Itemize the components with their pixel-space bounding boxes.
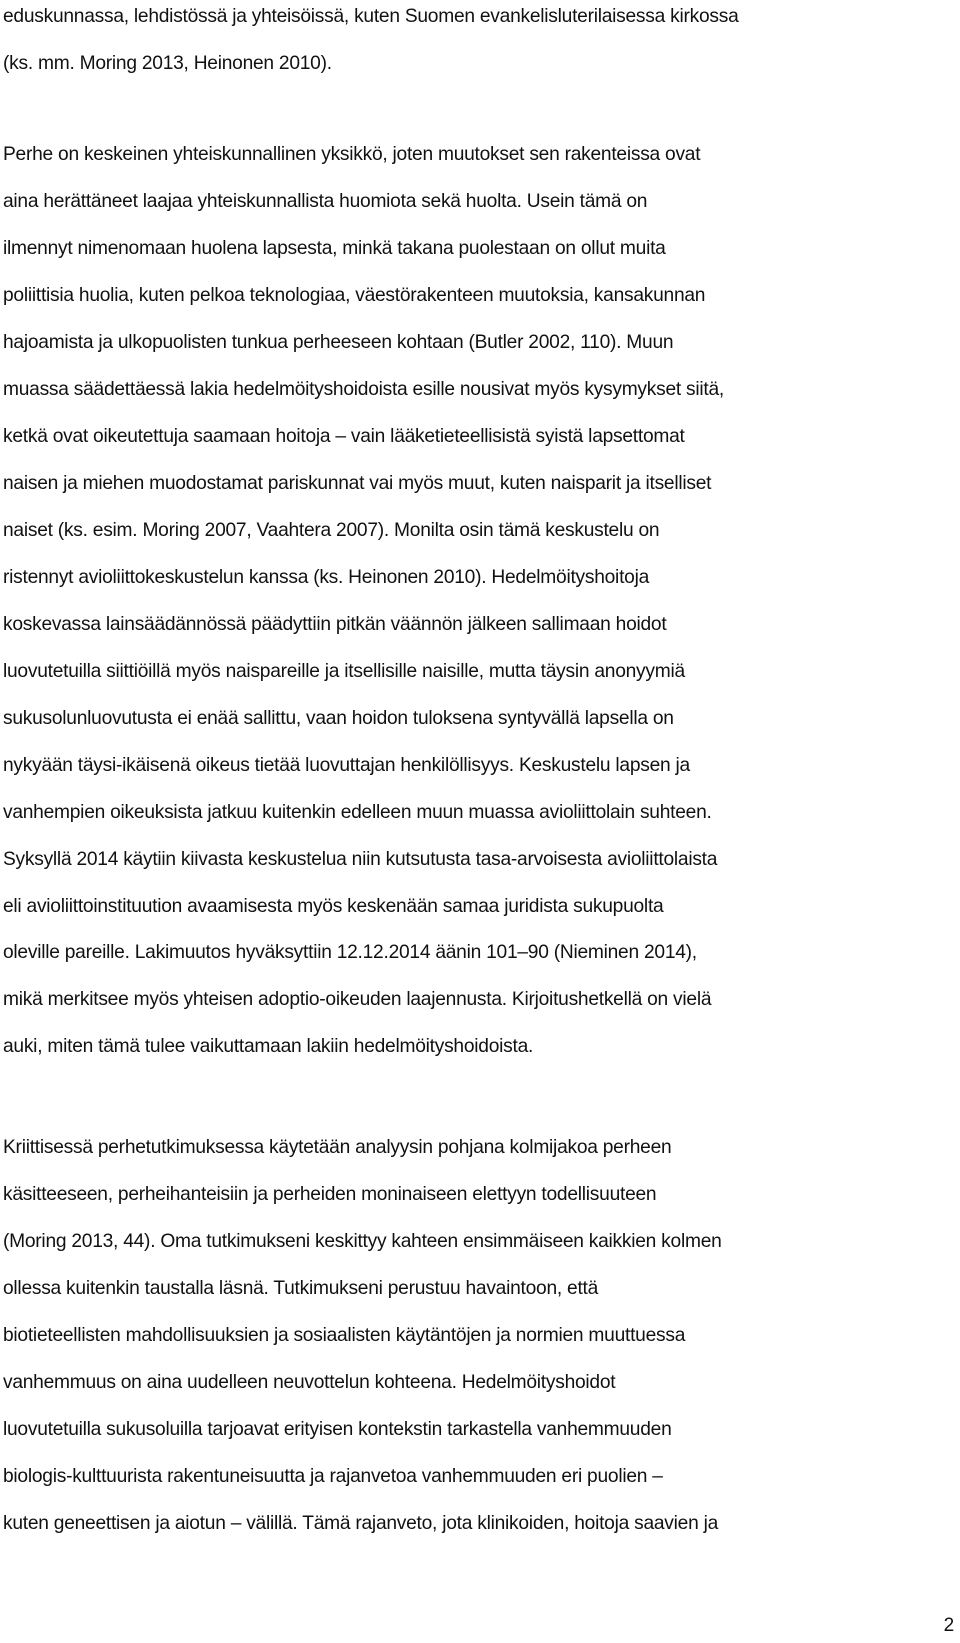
text-line: biotieteellisten mahdollisuuksien ja sosiaalisten käytäntöjen ja normien muuttuessa xyxy=(3,1325,686,1346)
text-line: muassa säädettäessä lakia hedelmöityshoidoista esille nousivat myös kysymykset siitä, xyxy=(3,379,725,400)
text-line: ristennyt avioliittokeskustelun kanssa (ks. Heinonen 2010). Hedelmöityshoitoja xyxy=(3,567,650,588)
text-line: auki, miten tämä tulee vaikuttamaan lakiin hedelmöityshoidoista. xyxy=(3,1036,534,1057)
text-line: ollessa kuitenkin taustalla läsnä. Tutkimukseni perustuu havaintoon, että xyxy=(3,1278,599,1299)
text-line: (Moring 2013, 44). Oma tutkimukseni keskittyy kahteen ensimmäiseen kaikkien kolmen xyxy=(3,1231,722,1252)
text-line: hajoamista ja ulkopuolisten tunkua perheeseen kohtaan (Butler 2002, 110). Muun xyxy=(3,332,674,353)
text-line: eli avioliittoinstituution avaamisesta myös keskenään samaa juridista sukupuolta xyxy=(3,896,664,917)
text-line: biologis-kulttuurista rakentuneisuutta ja rajanvetoa vanhemmuuden eri puolien – xyxy=(3,1466,663,1487)
text-line: luovutetuilla sukusoluilla tarjoavat erityisen kontekstin tarkastella vanhemmuuden xyxy=(3,1419,672,1440)
text-line: Syksyllä 2014 käytiin kiivasta keskustelua niin kutsutusta tasa-arvoisesta avioliittolaista xyxy=(3,849,718,870)
text-line: oleville pareille. Lakimuutos hyväksyttiin 12.12.2014 äänin 101–90 (Nieminen 2014), xyxy=(3,942,697,963)
text-line: eduskunnassa, lehdistössä ja yhteisöissä, kuten Suomen evankelisluterilaisessa kirkossa xyxy=(3,6,739,27)
text-line: ilmennyt nimenomaan huolena lapsesta, minkä takana puolestaan on ollut muita xyxy=(3,238,666,259)
text-line: naiset (ks. esim. Moring 2007, Vaahtera 2007). Monilta osin tämä keskustelu on xyxy=(3,520,660,541)
text-line: poliittisia huolia, kuten pelkoa teknologiaa, väestörakenteen muutoksia, kansakunnan xyxy=(3,285,706,306)
text-line: luovutetuilla siittiöillä myös naispareille ja itsellisille naisille, mutta täysin anonyymiä xyxy=(3,661,685,682)
text-line: koskevassa lainsäädännössä päädyttiin pitkän väännön jälkeen sallimaan hoidot xyxy=(3,614,667,635)
text-line: sukusolunluovutusta ei enää sallittu, vaan hoidon tuloksena syntyvällä lapsella on xyxy=(3,708,674,729)
text-line: Kriittisessä perhetutkimuksessa käytetään analyysin pohjana kolmijakoa perheen xyxy=(3,1137,672,1158)
text-line: kuten geneettisen ja aiotun – välillä. Tämä rajanveto, jota klinikoiden, hoitoja saavien ja xyxy=(3,1513,719,1534)
text-line: ketkä ovat oikeutettuja saamaan hoitoja – vain lääketieteellisistä syistä lapsettomat xyxy=(3,426,685,447)
text-line: (ks. mm. Moring 2013, Heinonen 2010). xyxy=(3,53,332,74)
text-line: vanhempien oikeuksista jatkuu kuitenkin edelleen muun muassa avioliittolain suhteen. xyxy=(3,802,712,823)
text-line: Perhe on keskeinen yhteiskunnallinen yksikkö, joten muutokset sen rakenteissa ovat xyxy=(3,144,701,165)
text-line: vanhemmuus on aina uudelleen neuvottelun kohteena. Hedelmöityshoidot xyxy=(3,1372,616,1393)
text-line: aina herättäneet laajaa yhteiskunnallista huomiota sekä huolta. Usein tämä on xyxy=(3,191,648,212)
text-line: naisen ja miehen muodostamat pariskunnat vai myös muut, kuten naisparit ja itselliset xyxy=(3,473,712,494)
text-line: nykyään täysi-ikäisenä oikeus tietää luovuttajan henkilöllisyys. Keskustelu lapsen ja xyxy=(3,755,690,776)
page-number: 2 xyxy=(943,1615,954,1636)
text-line: käsitteeseen, perheihanteisiin ja perheiden moninaiseen elettyyn todellisuuteen xyxy=(3,1184,657,1205)
text-line: mikä merkitsee myös yhteisen adoptio-oikeuden laajennusta. Kirjoitushetkellä on vielä xyxy=(3,989,712,1010)
